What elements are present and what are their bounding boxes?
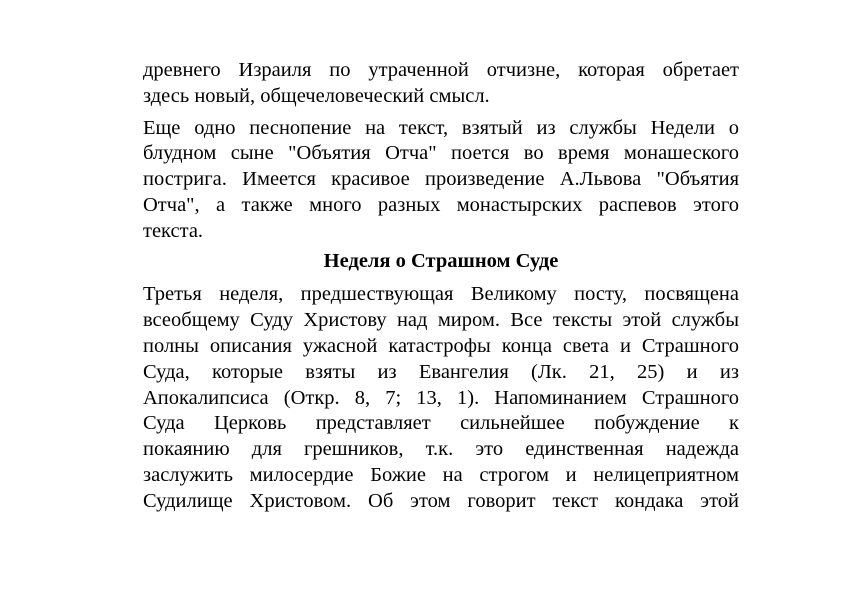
text-line: Судилище Христовом. Об этом говорит текст кондака этой — [143, 489, 739, 512]
text-line: заслужить милосердие Божие на строгом и нелицеприятном — [143, 463, 739, 486]
text-line: полны описания ужасной катастрофы конца света и Страшного — [143, 334, 739, 357]
text-line: Суда Церковь представляет сильнейшее побуждение к — [143, 412, 739, 435]
section-heading: Неделя о Страшном Суде — [323, 249, 559, 272]
text-line: Еще одно песнопение на текст, взятый из службы Недели о — [143, 116, 739, 139]
document-page — [143, 58, 739, 515]
paragraph-3 — [143, 282, 739, 514]
paragraph-2 — [143, 116, 739, 245]
text-line: древнего Израиля по утраченной отчизне, которая обретает — [143, 59, 739, 81]
text-line: здесь новый, общечеловеческий смысл. — [143, 84, 490, 107]
text-line: блудном сыне "Объятия Отча" поется во время монашеского — [143, 142, 739, 165]
text-line: Апокалипсиса (Откр. 8, 7; 13, 1). Напоминанием Страшного — [143, 386, 739, 409]
text-line: покаянию для грешников, т.к. это единственная надежда — [143, 438, 739, 461]
text-line: Третья неделя, предшествующая Великому посту, посвящена — [143, 283, 739, 306]
text-line: Суда, которые взяты из Евангелия (Лк. 21, 25) и из — [143, 360, 739, 383]
paragraph-1 — [143, 58, 739, 110]
text-line: пострига. Имеется красивое произведение А.Львова "Объятия — [143, 168, 739, 191]
text-line: текста. — [143, 219, 204, 242]
text-line: Отча", а также много разных монастырских распевов этого — [143, 193, 739, 216]
text-line: всеобщему Суду Христову над миром. Все тексты этой службы — [143, 309, 739, 332]
